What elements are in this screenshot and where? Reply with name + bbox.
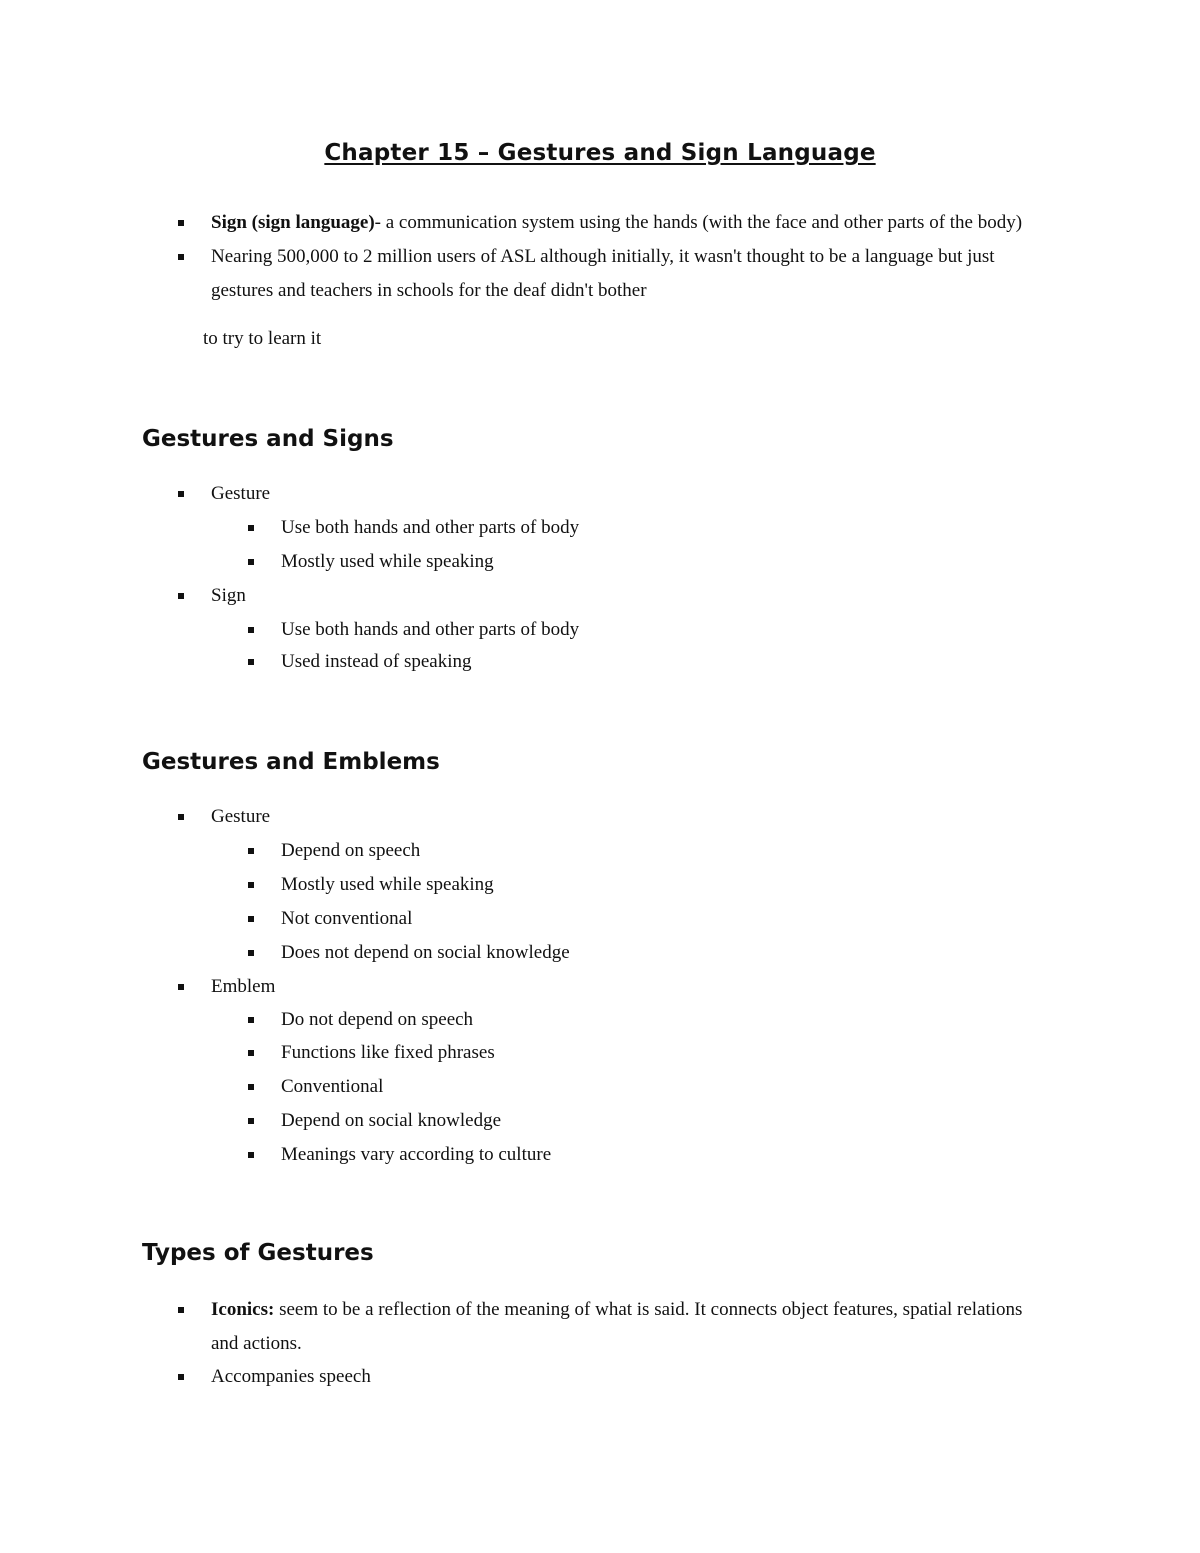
bullet-icon: [248, 882, 254, 888]
list-item: [211, 970, 275, 1004]
list-item-text: Functions like fixed phrases: [281, 1042, 495, 1063]
sub-list-item: [281, 936, 570, 970]
page-title: Chapter 15 – Gestures and Sign Language: [324, 140, 876, 166]
list-item: [211, 206, 1022, 240]
list-item-text: Depend on speech: [281, 840, 421, 861]
definition: - a communication system using the hands (with the face and other parts of the body): [374, 212, 1023, 233]
list-item-text: Nearing 500,000 to 2 million users of ASL although initially, it wasn't thought to be a language but just: [211, 246, 995, 267]
bullet-icon: [248, 1152, 254, 1158]
bullet-icon: [248, 1050, 254, 1056]
list-item-label: Sign: [211, 585, 246, 606]
sub-list-item: [281, 613, 579, 647]
section-heading: Gestures and Emblems: [142, 749, 440, 775]
definition: seem to be a reflection of the meaning of what is said. It connects object features, spatial relations: [279, 1299, 1023, 1320]
sub-list-item: [281, 902, 412, 936]
bullet-icon: [178, 1374, 184, 1380]
bullet-icon: [248, 848, 254, 854]
sub-list-item: [281, 511, 579, 545]
bullet-icon: [248, 525, 254, 531]
list-item-text: Accompanies speech: [211, 1366, 371, 1387]
list-item-text: Depend on social knowledge: [281, 1110, 502, 1131]
bullet-icon: [248, 659, 254, 665]
bullet-icon: [248, 1118, 254, 1124]
term: Sign (sign language): [211, 212, 375, 233]
sub-list-item: [281, 645, 471, 679]
list-item: [211, 1360, 371, 1394]
bullet-icon: [178, 984, 184, 990]
sub-list-item: [281, 834, 420, 868]
bullet-icon: [248, 627, 254, 633]
list-item-text: Mostly used while speaking: [281, 874, 494, 895]
list-item-text: Use both hands and other parts of body: [281, 619, 580, 640]
bullet-icon: [178, 814, 184, 820]
list-item-text: Not conventional: [281, 908, 413, 929]
list-item-text: Do not depend on speech: [281, 1009, 474, 1030]
bullet-icon: [178, 254, 184, 260]
bullet-icon: [178, 1307, 184, 1313]
sub-list-item: [281, 545, 494, 579]
section-heading: Types of Gestures: [142, 1240, 374, 1266]
bullet-icon: [248, 950, 254, 956]
list-item-text: Does not depend on social knowledge: [281, 942, 570, 963]
list-item: [211, 579, 246, 613]
sub-list-item: [281, 1138, 551, 1172]
list-item-text: Use both hands and other parts of body: [281, 517, 580, 538]
bullet-icon: [178, 593, 184, 599]
list-item-text: Mostly used while speaking: [281, 551, 494, 572]
list-item: [211, 477, 270, 511]
list-item-continuation: gestures and teachers in schools for the deaf didn't bother: [211, 280, 647, 301]
list-item-label: Emblem: [211, 976, 276, 997]
list-item: [211, 240, 995, 274]
term: Iconics:: [211, 1299, 275, 1320]
list-item-label: Gesture: [211, 483, 271, 504]
sub-list-item: [281, 1070, 383, 1104]
list-item-text: Conventional: [281, 1076, 384, 1097]
sub-list-item: [281, 1036, 495, 1070]
bullet-icon: [248, 1017, 254, 1023]
bullet-icon: [178, 491, 184, 497]
list-item-label: Gesture: [211, 806, 271, 827]
bullet-icon: [248, 916, 254, 922]
list-item: [211, 800, 270, 834]
section-heading: Gestures and Signs: [142, 426, 394, 452]
sub-list-item: [281, 1003, 473, 1037]
list-item-continuation: and actions.: [211, 1333, 302, 1354]
bullet-icon: [178, 220, 184, 226]
sub-list-item: [281, 1104, 501, 1138]
list-item-text: Meanings vary according to culture: [281, 1144, 552, 1165]
paragraph: to try to learn it: [203, 328, 322, 349]
bullet-icon: [248, 559, 254, 565]
sub-list-item: [281, 868, 494, 902]
bullet-icon: [248, 1084, 254, 1090]
list-item: [211, 1293, 1022, 1327]
list-item-text: Used instead of speaking: [281, 651, 472, 672]
